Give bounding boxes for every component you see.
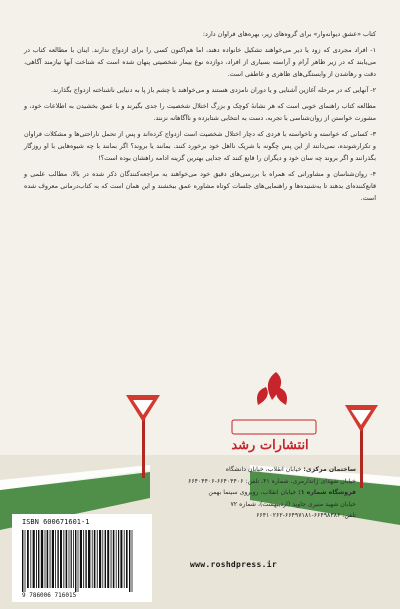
back-cover-description — [24, 28, 376, 208]
publisher-website: www.roshdpress.ir — [190, 560, 277, 569]
item-2-text: ۲- آنهایی که در مرحله آغازین آشنایی و یا دوران نامزدی هستند و می‌خواهند با چشم باز پا به دنیایی ناشناخته ازدواج بگذارند. — [51, 86, 376, 94]
item-3-text: ۳- کسانی که خواسته و ناخواسته با فردی که دچار اختلال شخصیت است ازدواج کرده‌اند و پس از تحمل ناراحتی‌ها و مشکلات فراوان و تکرارشونده، نمی‌دانند از این پس چگونه با شریک نااهل خود برخورد کنند. بمانند یا بروند؟ اگر بمانند با چه شیوه‌هایی با او روزگار بگذرانند و اگر بروند چه سان خود و دیگران را قانع کنند که جدایی بهترین گزینه ادامه راهشان بوده است؟! — [24, 130, 376, 162]
publisher-logo-text: انتشارات رشد — [231, 438, 309, 453]
central-office-address: خیابان انقلاب، خیابان دانشگاه — [225, 466, 302, 473]
isbn-barcode — [12, 514, 152, 602]
item-1-text: ۱- افراد مجردی که زود یا دیر می‌خواهند تشکیل خانواده دهند، اما هم‌اکنون کسی را برای ازدواج ندارند. اینان با مطالعه کتاب در می‌یابند که در زیر ظاهر آرام و آراسته بسیاری از افراد، دوازده نوع بیمار شخصیتی پنهان شده است که شناخت آنها نیازمند آگاهی، دقت و رهاشدن از وابستگی‌های ظاهری و عاطفی است. — [24, 46, 376, 78]
intro-text: کتاب «عشق دیوانه‌وار» برای گروه‌های زیر، بهره‌های فراوان دارد: — [202, 30, 376, 38]
branch-line — [150, 487, 356, 499]
branch-address-2: خیابان شهید منیری جاوید (اردیبهشت)، شماره ۷۲ — [230, 500, 356, 508]
barcode-bars — [12, 514, 152, 602]
central-office-line — [150, 464, 356, 476]
publisher-logo — [232, 372, 316, 434]
branch-phone: تلفن: ۶۶۴۹۸۳۸۶-۶۶۴۹۷۱۸۱-۶۶۴۱۰۲۶۲ — [256, 512, 356, 520]
branch-address: خیابان انقلاب، روبروی سینما بهمن — [208, 489, 297, 497]
central-office-label: ساختمان مرکزی: — [303, 466, 356, 473]
item-2-detail-text: مطالعه کتاب راهنمای خوبی است که هر نشانهٔ کوچک و بزرگ اختلال شخصیت را جدی بگیرند و با عمق بخشیدن به اطلاعات خود، و مشورت خواستن از روان‌شناسی با تجربه، دست به انتخابی شتابزده و ناآگاهانه نزنند. — [24, 102, 376, 122]
publisher-info — [150, 464, 356, 522]
barcode-digits: 9 786006 716015 — [22, 592, 77, 599]
branch-label: فروشگاه شماره ۱: — [298, 489, 356, 497]
central-office-address-2: خیابان شهدای ژاندارمری، شماره ۴۱، تلفن: ۶۶۴۰۴۴۰۶-۶۶۴۰۴۴۰۶ — [188, 477, 356, 485]
item-4-text: ۴- روان‌شناسان و مشاورانی که همراه با بررسی‌های دقیق خود می‌خواهند به مراجعه‌کنندگان ذکر شده در بالا، مطالب علمی و قانع‌کننده‌ای بدهند تا به‌شنیده‌ها و راهنمایی‌های جلسات کوتاه مشاوره عمق ببخشند و این همان است که به کتاب‌درمانی معروف شده است. — [24, 170, 376, 202]
isbn-label: ISBN 600671601-1 — [22, 518, 90, 526]
